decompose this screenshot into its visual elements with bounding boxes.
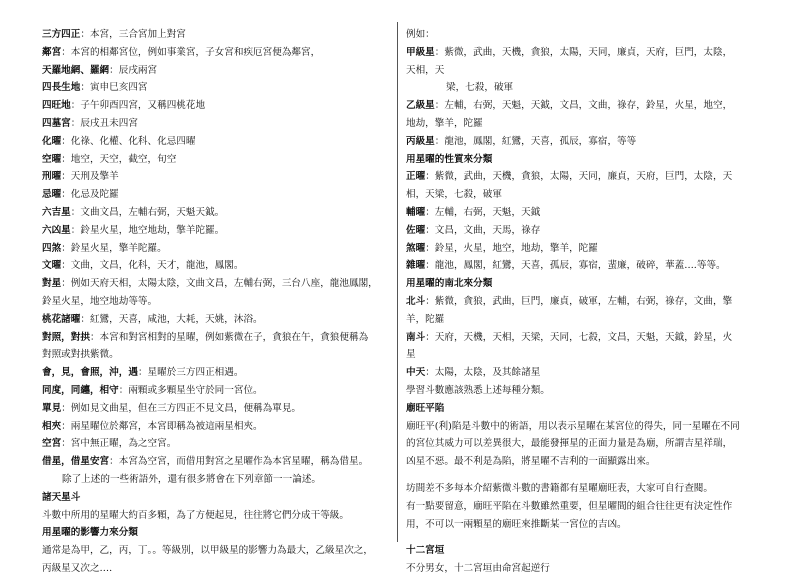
term-label: 六凶星	[42, 224, 71, 236]
text-line	[42, 382, 392, 400]
text-line	[42, 62, 392, 80]
text-line	[406, 62, 746, 80]
term-label: 化曜	[42, 135, 62, 147]
body-text: 廟旺平(利)陷是斗數中的術語，用以表示星曜在某宮位的得失，同一星曜在不同	[406, 420, 740, 432]
text-line	[406, 516, 746, 534]
text-line	[406, 560, 746, 578]
body-text: 對照或對拱紫微。	[42, 349, 119, 361]
text-line	[42, 435, 392, 453]
term-label: 相夾	[42, 420, 62, 432]
body-text: ：紫微，武曲，天機，貪狼，太陽，天同，廉貞，天府，巨門，太陰，	[434, 46, 733, 58]
body-text: 學習斗數應該熟悉上述每種分類。	[406, 384, 550, 396]
text-line	[406, 79, 746, 97]
text-line	[406, 44, 746, 62]
body-text: 羊，陀羅	[406, 313, 445, 325]
text-line	[42, 346, 392, 364]
term-label: 正曜	[406, 171, 426, 183]
section-heading-text: 用星曜的南北來分類	[406, 278, 493, 290]
term-label: 丙級星	[406, 135, 435, 147]
body-text: ：天刑及擎羊	[61, 171, 119, 183]
column-divider	[397, 22, 398, 542]
body-text: ：例如見文曲星，但在三方四正不見文昌，便稱為單見。	[61, 402, 302, 414]
section-heading-text: 廟旺平陷	[406, 402, 445, 414]
text-line	[42, 97, 392, 115]
body-text: ：例如天府天相，太陽太陰，文曲文昌，左輔右弼，三台八座，龍池鳳閣，	[61, 278, 378, 290]
body-text: ：文曲文昌，左輔右弼，天魁天鉞。	[70, 206, 225, 218]
body-text: 除了上述的一些術語外，還有很多將會在下列章節一一論述。	[62, 473, 322, 485]
term-label: 雜曜	[406, 260, 426, 272]
body-text: ：鈴星，火星，地空，地劫，擎羊，陀羅	[425, 242, 598, 254]
text-line	[42, 44, 392, 62]
right-column	[406, 26, 746, 578]
body-text: 不分男女，十二宮垣由命宮起逆行	[406, 563, 550, 575]
body-text: 凶星不惡。最不利是為陷，將星曜不吉利的一面顯露出來。	[406, 456, 656, 468]
text-line	[406, 382, 746, 400]
term-label: 六吉星	[42, 206, 71, 218]
term-label: 文曜	[42, 260, 62, 272]
left-column	[42, 26, 392, 578]
term-label: 中天	[406, 367, 426, 379]
body-text: 天相，天	[406, 64, 445, 76]
body-text: ：兩顆或多顆星坐守於同一宮位。	[118, 384, 263, 396]
body-text: ：龍池，鳳閣，紅鸞，天喜，孤辰，寡宿，蜚廉，破碎，華蓋….等等。	[425, 260, 726, 272]
body-text: ：兩星曜位於鄰宮，本宮即稱為被這兩星相夾。	[61, 420, 263, 432]
body-text: ：紅鸞，天喜，咸池，大耗，天姚，沐浴。	[80, 313, 263, 325]
section-heading	[406, 542, 746, 560]
body-text: 通常是為甲，乙，丙，丁。。等級別，以甲級星的影響力為最大，乙級星次之，	[42, 545, 373, 557]
text-line	[42, 79, 392, 97]
text-line	[42, 329, 392, 347]
body-text: 丙級星又次之….	[42, 562, 113, 574]
text-line	[42, 275, 392, 293]
section-heading-text: 諸天星斗	[42, 491, 81, 503]
term-label: 煞曜	[406, 242, 426, 254]
body-text: ：太陽，太陰，及其餘諸星	[425, 367, 541, 379]
text-line	[406, 346, 746, 364]
term-label: 天羅地網、羅網	[42, 64, 110, 76]
text-line	[406, 186, 746, 204]
body-text: ：地空，天空，截空，旬空	[61, 153, 177, 165]
term-label: 輔曜	[406, 206, 426, 218]
text-line	[42, 364, 392, 382]
term-label: 空曜	[42, 153, 62, 165]
term-label: 對星	[42, 278, 62, 290]
body-text: ：紫微，武曲，天機，貪狼，太陽，天同，廉貞，天府，巨門，太陰，天	[425, 171, 733, 183]
body-text: 坊間差不多每本介紹紫微斗數的書籍都有星曜廟旺表，大家可自行查閱。	[406, 482, 713, 494]
term-label: 北斗	[406, 295, 426, 307]
text-line	[42, 311, 392, 329]
body-text: 地劫，擎羊，陀羅	[406, 117, 483, 129]
body-text: 例如：	[406, 29, 435, 40]
text-line	[42, 222, 392, 240]
text-line	[42, 400, 392, 418]
body-text: ：本宮和對宮相對的星曜，例如紫微在子，貪狼在午，貪狼便稱為	[89, 331, 369, 343]
text-line	[42, 168, 392, 186]
term-label: 佐曜	[406, 224, 426, 236]
term-label: 空宮	[42, 438, 62, 450]
text-line	[42, 186, 392, 204]
text-line	[406, 364, 746, 382]
text-line	[42, 507, 392, 525]
body-text: 斗數中所用的星曜大約百多顆，為了方便起見，往往將它們分成干等級。	[42, 509, 349, 521]
text-line	[42, 471, 392, 489]
text-line	[406, 480, 746, 498]
body-text: ：本宮的相鄰宮位，例如事業宮，子女宮和疾厄宮便為鄰宮，	[61, 46, 321, 58]
text-line	[406, 435, 746, 453]
text-line	[42, 115, 392, 133]
body-text: 的宮位其威力可以差異很大，最能發揮星的正面力量是為廟，所謂吉星祥瑞，	[406, 438, 733, 450]
body-text: ：紫微，貪狼，武曲，巨門，廉貞，破軍，左輔，右弼，祿存，文曲，擎	[425, 295, 733, 307]
term-label: 四長生地	[42, 82, 81, 94]
section-heading	[406, 400, 746, 418]
term-label: 忌曜	[42, 189, 62, 201]
section-heading-text: 十二宮垣	[406, 545, 445, 557]
term-label: 對照，對拱	[42, 331, 90, 343]
body-text: ：文曲，文昌，化科，天才，龍池，鳳閣。	[61, 260, 244, 272]
section-heading	[42, 489, 392, 507]
section-heading	[406, 151, 746, 169]
term-label: 鄰宮	[42, 46, 62, 58]
text-line	[42, 26, 392, 44]
term-label: 會，見，會照，沖，遇	[42, 367, 138, 379]
section-heading-text: 用星曜的性質來分類	[406, 153, 493, 165]
text-line	[42, 542, 392, 560]
term-label: 借星，借星安宮	[42, 456, 110, 468]
term-label: 四旺地	[42, 100, 71, 112]
term-label: 南斗	[406, 331, 426, 343]
text-line	[42, 560, 392, 578]
text-line	[406, 222, 746, 240]
body-text: ：辰戌兩宮	[109, 64, 158, 76]
body-text: 有一點要留意，廟旺平陷在斗數雖然重要，但星曜間的組合往往更有決定性作	[406, 500, 733, 512]
body-text: ：本宮，三合宮加上對宮	[80, 29, 186, 40]
term-label: 三方四正	[42, 29, 81, 40]
body-text: ：鈴星火星，地空地劫，擎羊陀羅。	[70, 224, 225, 236]
body-text: ：鈴星火星，擎羊陀羅。	[61, 242, 167, 254]
text-line	[42, 453, 392, 471]
term-label: 四煞	[42, 242, 62, 254]
body-text: ：宮中無正曜，為之空宮。	[61, 438, 177, 450]
text-line	[406, 26, 746, 44]
section-heading	[406, 275, 746, 293]
text-line	[406, 498, 746, 516]
text-line	[406, 329, 746, 347]
term-label: 單見	[42, 402, 62, 414]
body-text: ：星曜於三方四正相遇。	[137, 367, 244, 379]
body-text: 星	[406, 349, 416, 361]
text-line	[406, 311, 746, 329]
term-label: 桃花諸曜	[42, 313, 81, 325]
text-line	[42, 293, 392, 311]
body-text: ：子午卯酉四宮，又稱四桃花地	[70, 100, 206, 112]
body-text: 梁，七殺，破軍	[446, 82, 514, 94]
text-line	[406, 453, 746, 471]
body-text: ：辰戌丑未四宮	[70, 117, 138, 129]
text-line	[406, 257, 746, 275]
text-line	[406, 168, 746, 186]
section-heading	[42, 524, 392, 542]
text-line	[406, 97, 746, 115]
body-text: 用，不可以一兩顆星的廟旺來推斷某一宮位的吉凶。	[406, 518, 627, 530]
body-text: ：化忌及陀羅	[61, 189, 119, 201]
body-text: ：天府，天機，天相，天梁，天同，七殺，文昌，天魁，天鉞，鈴星，火	[425, 331, 733, 343]
body-text: ：寅申巳亥四宮	[80, 82, 148, 94]
text-line	[42, 257, 392, 275]
text-line	[42, 151, 392, 169]
paragraph-gap	[406, 471, 746, 480]
body-text: ：文昌，文曲，天馬，祿存	[425, 224, 541, 236]
text-line	[42, 240, 392, 258]
text-line	[406, 240, 746, 258]
body-text: ：本宮為空宮，而借用對宮之星曜作為本宮星曜，稱為借星。	[109, 456, 369, 468]
term-label: 同度，同纏，相守	[42, 384, 119, 396]
text-line	[406, 204, 746, 222]
term-label: 乙級星	[406, 100, 435, 112]
section-heading-text: 用星曜的影響力來分類	[42, 527, 138, 539]
text-line	[406, 293, 746, 311]
term-label: 四墓宮	[42, 117, 71, 129]
body-text: 鈴星火星，地空地劫等等。	[42, 295, 158, 307]
body-text: 相，天梁，七殺，破軍	[406, 189, 502, 201]
term-label: 刑曜	[42, 171, 62, 183]
text-line	[42, 133, 392, 151]
body-text: ：左輔，右弼，天魁，天鉞，文昌，文曲，祿存，鈴星，火星，地空，	[434, 100, 733, 112]
body-text: ：左輔，右弼，天魁，天鉞	[425, 206, 541, 218]
text-line	[42, 204, 392, 222]
term-label: 甲級星	[406, 46, 435, 58]
paragraph-gap	[406, 533, 746, 542]
body-text: ：化祿、化權、化科、化忌四曜	[61, 135, 196, 147]
text-line	[406, 133, 746, 151]
text-line	[406, 115, 746, 133]
body-text: ：龍池，鳳閣，紅鸞，天喜，孤辰，寡宿，等等	[434, 135, 637, 147]
text-line	[42, 418, 392, 436]
text-line	[406, 418, 746, 436]
